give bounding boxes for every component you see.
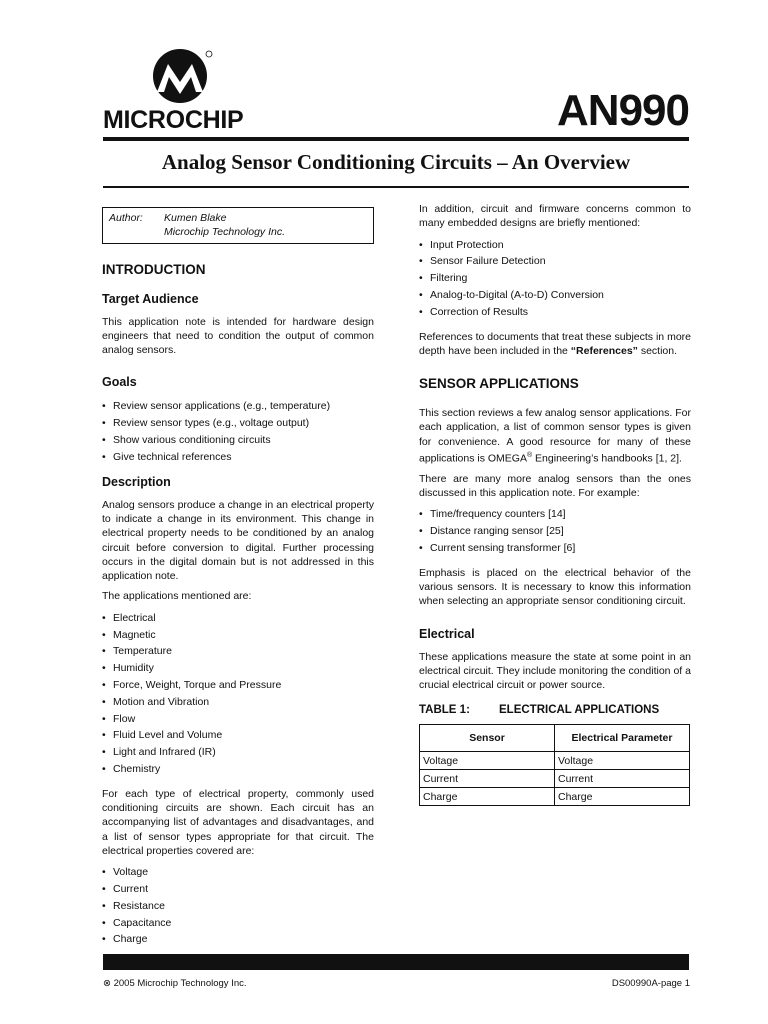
table-header-cell: Sensor — [420, 724, 555, 751]
list-item: • Distance ranging sensor [25] — [419, 523, 691, 540]
concerns-text: In addition, circuit and firmware concerns common to many embedded designs are briefly mentioned: — [419, 203, 691, 230]
author-name: Kumen Blake — [164, 212, 227, 224]
footer-bar — [103, 954, 689, 970]
right-column — [419, 202, 691, 806]
table-title: ELECTRICAL APPLICATIONS — [499, 703, 660, 716]
registered-mark: ® — [526, 452, 533, 460]
sensor-apps-post: Engineering’s handbooks [1, 2]. — [532, 452, 682, 465]
list-item: • Temperature — [102, 643, 374, 660]
table-label: TABLE 1: — [419, 703, 470, 716]
target-audience-heading: Target Audience — [102, 291, 199, 306]
author-company: Microchip Technology Inc. — [164, 226, 286, 239]
goals-heading: Goals — [102, 375, 137, 390]
table-header-row — [420, 724, 690, 751]
list-item: • Time/frequency counters [14] — [419, 506, 691, 523]
list-item: • Resistance — [102, 898, 374, 915]
list-item: • Show various conditioning circuits — [102, 432, 374, 449]
table-cell: Charge — [555, 788, 690, 806]
list-item: • Give technical references — [102, 449, 374, 466]
table-row — [420, 770, 690, 788]
emphasis-text: Emphasis is placed on the electrical behavior of the various sensors. It is necessary to know this information when selecting an appropriate sensor conditioning circuit. — [419, 566, 691, 608]
list-item: • Input Protection — [419, 237, 691, 254]
logo-text: MICROCHIP — [103, 106, 244, 134]
sensor-applications-heading: SENSOR APPLICATIONS — [419, 376, 579, 392]
header-rule — [103, 137, 689, 141]
sensor-apps-pre: This section reviews a few analog sensor applications. For each application, a list of common sensor types is given for convenience. A good resource for many of these applications is OMEGA — [419, 407, 691, 465]
electrical-heading: Electrical — [419, 626, 475, 641]
list-item: • Fluid Level and Volume — [102, 727, 374, 744]
more-sensors-list — [419, 506, 691, 556]
list-item: • Magnetic — [102, 627, 374, 644]
more-sensors-text: There are many more analog sensors than the ones discussed in this application note. For example: — [419, 472, 691, 500]
table-cell: Charge — [420, 788, 555, 806]
concerns-list — [419, 237, 691, 321]
list-item: • Current — [102, 881, 374, 898]
title-rule — [103, 186, 689, 188]
sensor-applications-text — [419, 406, 691, 466]
footer-copyright: ⊗ 2005 Microchip Technology Inc. — [103, 978, 247, 989]
table-cell: Voltage — [420, 752, 555, 770]
properties-text: For each type of electrical property, commonly used conditioning circuits are shown. Each circuit has an accompanying list of advantages and disadvantages, and a list of sensor types appropriate for that circuit. The electrical properties covered are: — [102, 787, 374, 857]
applications-intro: The applications mentioned are: — [102, 590, 252, 603]
references-link[interactable]: “References” — [570, 344, 638, 357]
list-item: • Review sensor applications (e.g., temperature) — [102, 398, 374, 415]
list-item: • Chemistry — [102, 761, 374, 778]
list-item: • Motion and Vibration — [102, 694, 374, 711]
document-number: AN990 — [557, 86, 689, 135]
applications-list — [102, 610, 374, 778]
list-item: • Charge — [102, 931, 374, 948]
left-column — [102, 202, 374, 957]
references-post: section. — [640, 344, 678, 357]
author-label: Author: — [109, 212, 143, 224]
list-item: • Review sensor types (e.g., voltage output) — [102, 415, 374, 432]
introduction-heading: INTRODUCTION — [102, 261, 206, 277]
table-caption — [419, 703, 691, 717]
description-text: Analog sensors produce a change in an electrical property to indicate a change in its environment. This change in electrical property needs to be conditioned by an analog circuit before conversion to digital. Further processing occurs in the digital domain but is not addressed in this application note. — [102, 498, 374, 583]
references-text — [419, 330, 691, 359]
list-item: • Electrical — [102, 610, 374, 627]
list-item: • Correction of Results — [419, 304, 691, 321]
list-item: • Sensor Failure Detection — [419, 253, 691, 270]
footer-page-number: DS00990A-page 1 — [611, 978, 690, 989]
list-item: • Flow — [102, 711, 374, 728]
microchip-logo-icon — [149, 48, 213, 104]
table-row — [420, 788, 690, 806]
list-item: • Voltage — [102, 864, 374, 881]
table-cell: Current — [555, 770, 690, 788]
electrical-applications-table — [419, 724, 690, 806]
references-pre: References to documents that treat these subjects in more depth have been included in the — [419, 330, 691, 357]
properties-list — [102, 864, 374, 948]
list-item: • Force, Weight, Torque and Pressure — [102, 677, 374, 694]
table-header-cell: Electrical Parameter — [555, 724, 690, 751]
table-cell: Voltage — [555, 752, 690, 770]
list-item: • Current sensing transformer [6] — [419, 540, 691, 557]
author-box — [102, 207, 374, 244]
list-item: • Analog-to-Digital (A-to-D) Conversion — [419, 287, 691, 304]
microchip-logo — [103, 48, 263, 134]
list-item: • Humidity — [102, 660, 374, 677]
list-item: • Capacitance — [102, 915, 374, 932]
list-item: • Filtering — [419, 270, 691, 287]
electrical-text: These applications measure the state at some point in an electrical circuit. They include monitoring the condition of a crucial electrical circuit or power source. — [419, 650, 691, 692]
document-title: Analog Sensor Conditioning Circuits – An Overview — [161, 150, 631, 174]
target-audience-text: This application note is intended for hardware design engineers that need to condition the output of common analog sensors. — [102, 315, 374, 357]
list-item: • Light and Infrared (IR) — [102, 744, 374, 761]
table-row — [420, 752, 690, 770]
description-heading: Description — [102, 474, 171, 489]
table-cell: Current — [420, 770, 555, 788]
goals-list — [102, 398, 374, 465]
